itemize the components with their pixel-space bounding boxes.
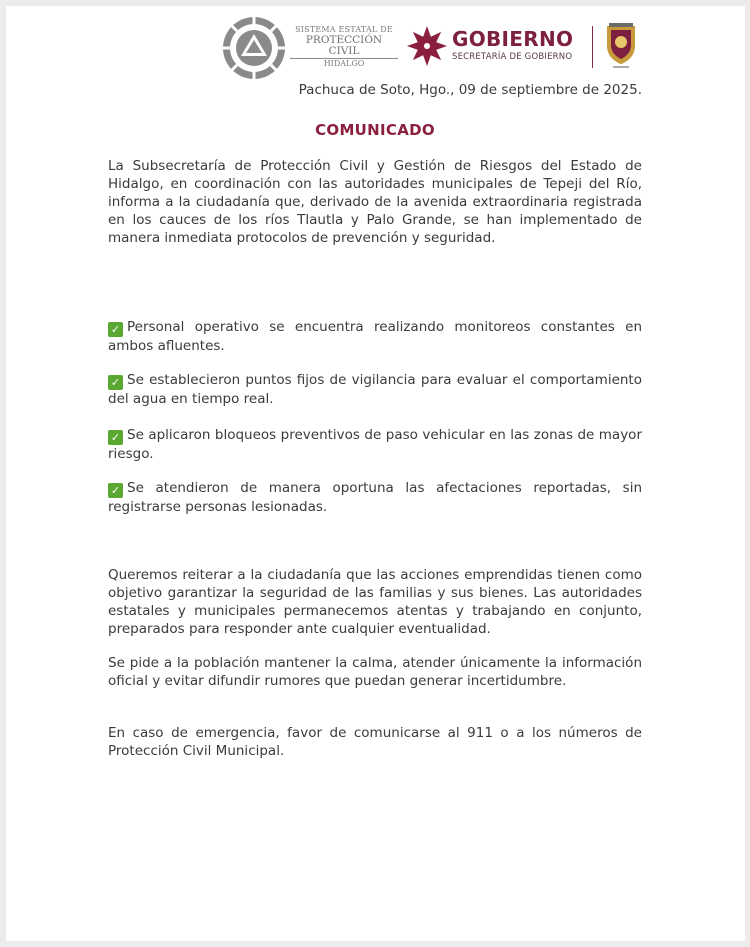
bullet-text: Personal operativo se encuentra realizando monitoreos constantes en ambos afluentes. bbox=[108, 319, 642, 354]
proteccion-civil-logo-icon bbox=[220, 14, 288, 82]
bullet-text: Se aplicaron bloqueos preventivos de paso vehicular en las zonas de mayor riesgo. bbox=[108, 427, 642, 462]
proteccion-civil-wordmark bbox=[288, 26, 400, 69]
hidalgo-shield-icon bbox=[603, 22, 639, 70]
check-mark-icon: ✓ bbox=[108, 322, 123, 337]
document-title: COMUNICADO bbox=[315, 121, 435, 139]
check-mark-icon: ✓ bbox=[108, 430, 123, 445]
header-divider bbox=[592, 26, 593, 68]
intro-paragraph: La Subsecretaría de Protección Civil y Gestión de Riesgos del Estado de Hidalgo, en coordinación con las autoridades municipales de Tepeji del Río, informa a la ciudadanía que, derivado de la avenida extraordinaria registrada en los cauces de los ríos Tlautla y Palo Grande, se han implementado de manera inmediata protocolos de prevención y seguridad. bbox=[108, 158, 642, 246]
document-date: Pachuca de Soto, Hgo., 09 de septiembre de 2025. bbox=[298, 82, 642, 98]
gobierno-wordmark bbox=[452, 28, 573, 62]
bullet-text: Se establecieron puntos fijos de vigilancia para evaluar el comportamiento del agua en tiempo real. bbox=[108, 372, 642, 407]
gobierno-title: GOBIERNO bbox=[452, 27, 574, 51]
paragraph-3: Se pide a la población mantener la calma, atender únicamente la información oficial y evitar difundir rumores que puedan generar incertidumbre. bbox=[108, 655, 642, 689]
check-mark-icon: ✓ bbox=[108, 483, 123, 498]
gobierno-flower-icon bbox=[405, 24, 449, 68]
pc-line2: PROTECCIÓN CIVIL bbox=[290, 35, 398, 59]
paragraph-2: Queremos reiterar a la ciudadanía que las acciones emprendidas tienen como objetivo garantizar la seguridad de las familias y sus bienes. Las autoridades estatales y municipales permanecemos atentas y trabajando en conjunto, preparados para responder ante cualquier eventualidad. bbox=[108, 567, 642, 637]
bullet-item bbox=[108, 479, 642, 516]
pc-line1: SISTEMA ESTATAL DE bbox=[295, 25, 393, 34]
document-page bbox=[6, 6, 745, 941]
check-mark-icon: ✓ bbox=[108, 375, 123, 390]
bullet-item bbox=[108, 371, 642, 408]
bullet-text: Se atendieron de manera oportuna las afectaciones reportadas, sin registrarse personas lesionadas. bbox=[108, 480, 642, 515]
gobierno-subtitle: SECRETARÍA DE GOBIERNO bbox=[452, 52, 573, 62]
paragraph-4: En caso de emergencia, favor de comunicarse al 911 o a los números de Protección Civil Municipal. bbox=[108, 725, 642, 759]
pc-line3: HIDALGO bbox=[323, 59, 365, 69]
bullet-item bbox=[108, 318, 642, 355]
bullet-item bbox=[108, 426, 642, 463]
